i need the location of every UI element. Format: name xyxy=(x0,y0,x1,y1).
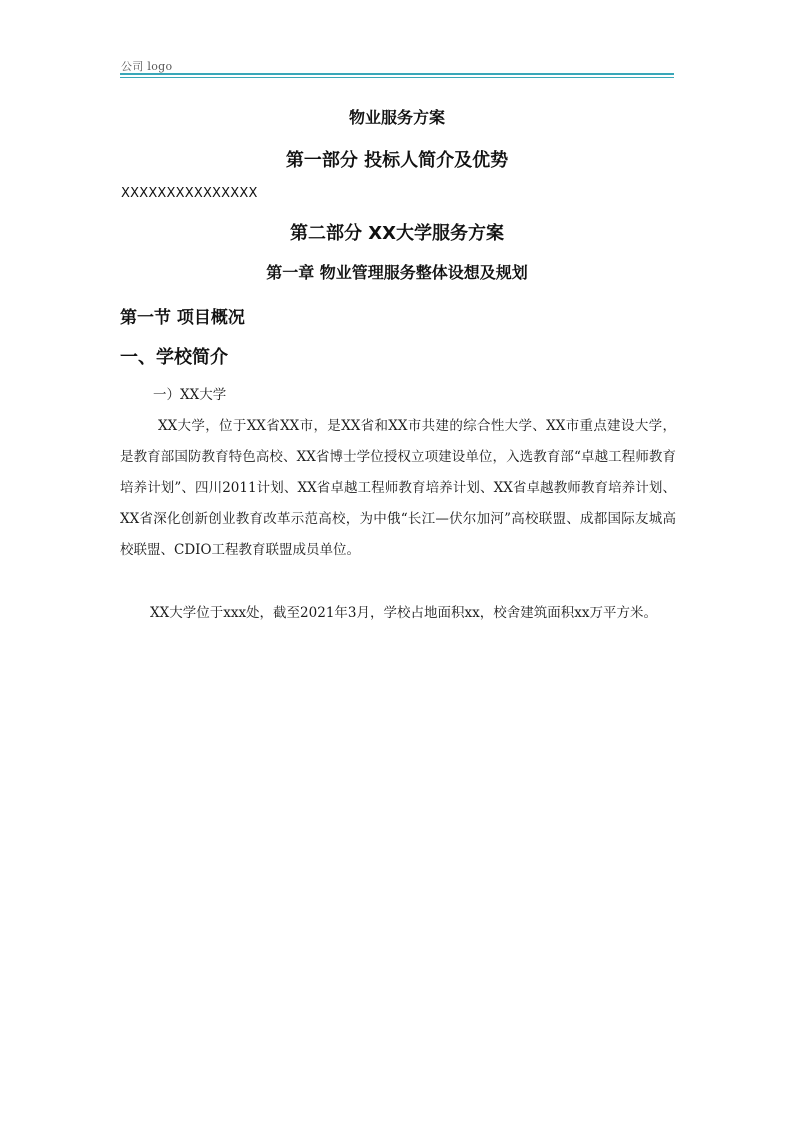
header-rule-thick xyxy=(120,73,674,75)
chapter1-heading: 第一章 物业管理服务整体设想及规划 xyxy=(266,263,528,282)
part1-heading: 第一部分 投标人简介及优势 xyxy=(285,150,509,171)
item1-label: 一）XX大学 xyxy=(153,387,227,403)
subsection1-heading: 一、学校简介 xyxy=(120,347,228,368)
paragraph-university-intro: XX大学，位于XX省XX市，是XX省和XX市共建的综合性大学、XX市重点建设大学，是教育部国防教育特色高校、XX省博士学位授权立项建设单位，入选教育部“卓越工程师教育培养计划”、四川2011计划、XX省卓越工程师教育培养计划、XX省卓越教师教育培养计划、XX省深化创新创业教育改革示范高校，为中俄“长江—伏尔加河”高校联盟、成都国际友城高校联盟、CDIO工程教育联盟成员单位。 xyxy=(120,418,676,558)
section1-heading: 第一节 项目概况 xyxy=(120,308,245,328)
paragraph-university-location: XX大学位于xxx处，截至2021年3月，学校占地面积xx，校舍建筑面积xx万平方米。 xyxy=(150,605,657,621)
document-title: 物业服务方案 xyxy=(348,108,445,127)
header-rule-thin xyxy=(120,77,674,78)
header-logo-text: 公司 logo xyxy=(121,60,173,73)
part2-heading: 第二部分 XX大学服务方案 xyxy=(289,223,505,244)
part1-placeholder-text: XXXXXXXXXXXXXXX xyxy=(121,186,258,201)
